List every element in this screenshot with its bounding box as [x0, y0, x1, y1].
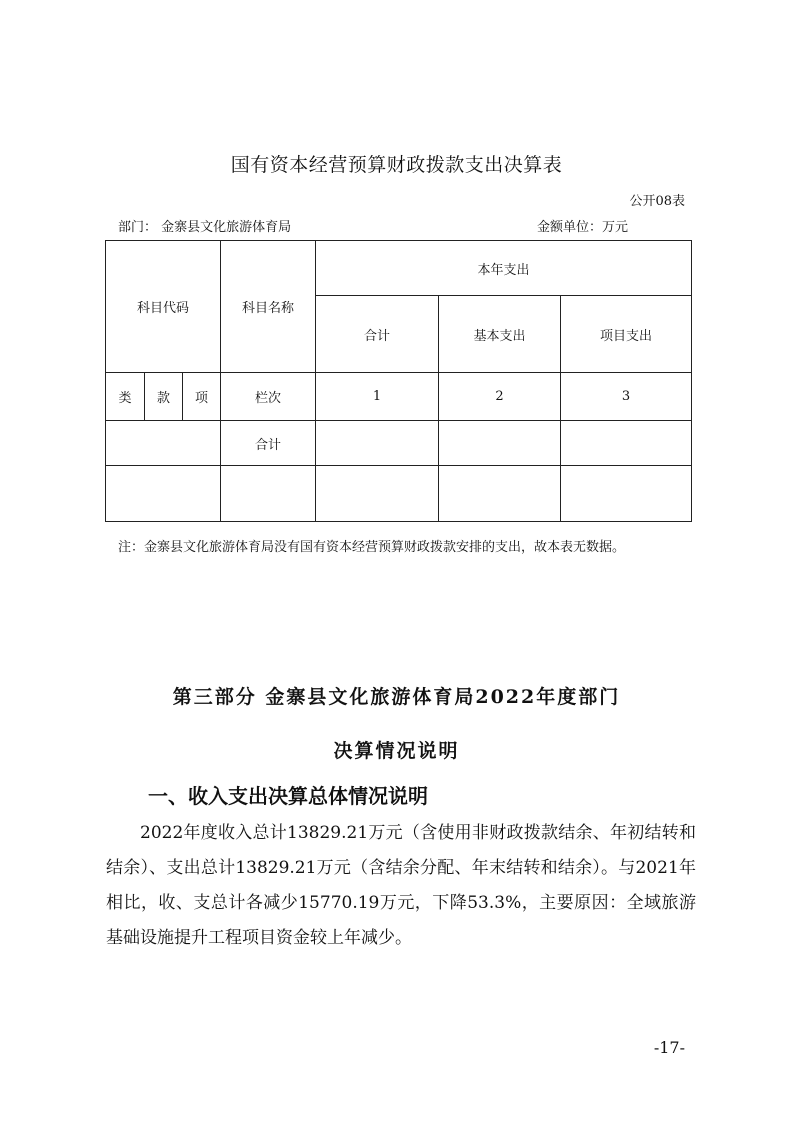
total-row-total-cell [316, 421, 439, 466]
table-title: 国有资本经营预算财政拨款支出决算表 [230, 154, 563, 176]
table-note: 注：金寨县文化旅游体育局没有国有资本经营预算财政拨款安排的支出，故本表无数据。 [118, 540, 626, 555]
empty-row-name-cell [221, 466, 316, 522]
total-row-basic-cell [439, 421, 561, 466]
column-number-label: 栏次 [221, 373, 316, 421]
header-current-year-expenditure: 本年支出 [316, 241, 692, 296]
budget-table [105, 240, 692, 522]
page-number: -17- [653, 1038, 685, 1057]
department-label: 部门： 金寨县文化旅游体育局 [118, 220, 292, 235]
header-basic-expenditure: 基本支出 [439, 296, 561, 373]
total-row-project-cell [561, 421, 692, 466]
header-section: 款 [145, 373, 183, 421]
amount-unit-label: 金额单位：万元 [537, 220, 629, 235]
column-number-3: 3 [561, 373, 692, 421]
part-title-line-1: 第三部分 金寨县文化旅游体育局2022年度部门 [172, 686, 621, 708]
header-item: 项 [183, 373, 221, 421]
part-title-line-2: 决算情况说明 [333, 740, 460, 762]
header-subject-code: 科目代码 [106, 241, 221, 373]
total-row-label: 合计 [221, 421, 316, 466]
form-number: 公开08表 [629, 194, 685, 209]
total-row-code-cell [106, 421, 221, 466]
empty-row-code-cell [106, 466, 221, 522]
header-project-expenditure: 项目支出 [561, 296, 692, 373]
column-number-1: 1 [316, 373, 439, 421]
empty-row-basic-cell [439, 466, 561, 522]
empty-row-total-cell [316, 466, 439, 522]
summary-paragraph: 2022年度收入总计13829.21万元（含使用非财政拨款结余、年初结转和结余）、支出总计13829.21万元（含结余分配、年末结转和结余）。与2021年相比，收、支总计各减少15770.19万元，下降53.3%，主要原因：全域旅游基础设施提升工程项目资金较上年减少。 [106, 823, 696, 948]
header-total: 合计 [316, 296, 439, 373]
section-heading: 一、收入支出决算总体情况说明 [148, 784, 428, 808]
empty-row-project-cell [561, 466, 692, 522]
column-number-2: 2 [439, 373, 561, 421]
header-category: 类 [106, 373, 145, 421]
header-subject-name: 科目名称 [221, 241, 316, 373]
